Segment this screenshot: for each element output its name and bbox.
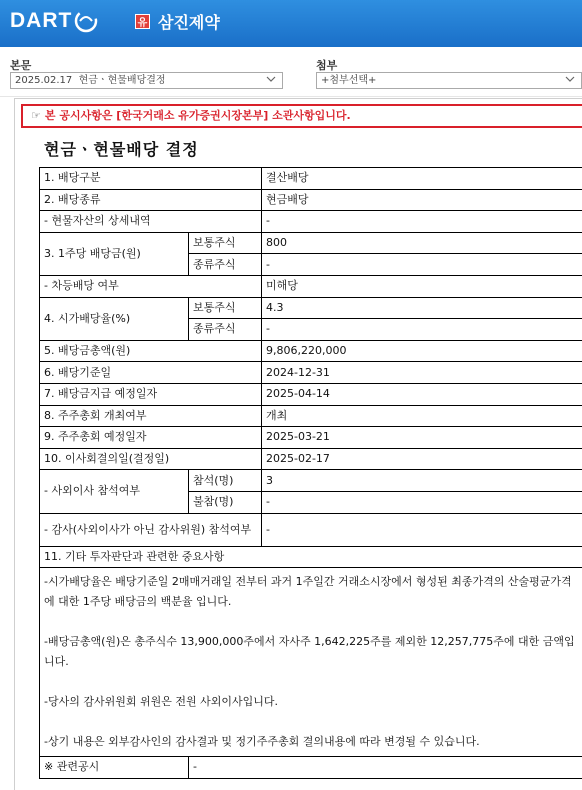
note-paragraph: -당사의 감사위원회 위원은 전원 사외이사입니다. <box>44 695 278 709</box>
row-value: - <box>189 757 582 779</box>
disclosure-table <box>39 167 582 779</box>
pointing-hand-icon: ☞ <box>31 109 41 122</box>
header-bar <box>0 0 582 47</box>
dart-swirl-icon <box>74 9 98 33</box>
table-row <box>40 189 582 211</box>
row-value: 2025-03-21 <box>262 427 582 449</box>
row-value: - <box>262 211 582 233</box>
row-label: 1. 배당구분 <box>40 168 262 190</box>
table-row <box>40 297 582 319</box>
jurisdiction-notice <box>21 104 582 128</box>
row-sublabel: 종류주식 <box>189 254 262 276</box>
notes-cell <box>40 568 582 757</box>
row-sublabel: 불참(명) <box>189 491 262 513</box>
attachment-select-value: +첨부선택+ <box>321 75 377 86</box>
row-label: - 사외이사 참석여부 <box>40 470 189 513</box>
row-label: 6. 배당기준일 <box>40 362 262 384</box>
row-value: 800 <box>262 232 582 254</box>
row-value: 3 <box>262 470 582 492</box>
row-label: 4. 시가배당율(%) <box>40 297 189 340</box>
table-row <box>40 275 582 297</box>
row-label: - 감사(사외이사가 아닌 감사위원) 참석여부 <box>40 513 262 546</box>
row-label: 3. 1주당 배당금(원) <box>40 232 189 275</box>
attachment-select[interactable] <box>316 72 582 89</box>
document-toolbar <box>0 47 582 97</box>
row-sublabel: 보통주식 <box>189 232 262 254</box>
disclosure-title: 현금ㆍ현물배당 결정 <box>44 140 199 159</box>
row-label: 5. 배당금총액(원) <box>40 340 262 362</box>
table-row <box>40 546 582 568</box>
main-doc-select-value: 2025.02.17 현금ㆍ현물배당결정 <box>15 75 166 86</box>
table-row <box>40 470 582 492</box>
table-row <box>40 383 582 405</box>
chevron-down-icon <box>565 74 575 84</box>
row-value: 4.3 <box>262 297 582 319</box>
row-value: 2024-12-31 <box>262 362 582 384</box>
row-value: 개최 <box>262 405 582 427</box>
row-sublabel: 종류주식 <box>189 319 262 341</box>
table-row <box>40 211 582 233</box>
attachment-label: 첨부 <box>316 59 338 72</box>
row-sublabel: 보통주식 <box>189 297 262 319</box>
table-row <box>40 448 582 470</box>
table-row <box>40 168 582 190</box>
notice-text: 본 공시사항은 [한국거래소 유가증권시장본부] 소관사항입니다. <box>44 109 351 122</box>
row-value: 2025-04-14 <box>262 383 582 405</box>
note-paragraph: -배당금총액(원)은 총주식수 13,900,000주에서 자사주 1,642,225주를 제외한 12,257,775주에 대한 금액입니다. <box>44 635 575 669</box>
main-doc-label: 본문 <box>10 59 32 72</box>
table-row <box>40 757 582 779</box>
row-value: - <box>262 254 582 276</box>
note-paragraph: -시가배당율은 배당기준일 2매매거래일 전부터 과거 1주일간 거래소시장에서 형성된 최종가격의 산술평균가격에 대한 1주당 배당금의 백분율 입니다. <box>44 575 572 609</box>
row-label: 2. 배당종류 <box>40 189 262 211</box>
table-row <box>40 513 582 546</box>
main-doc-select[interactable] <box>10 72 283 89</box>
market-badge: 유 <box>135 14 150 29</box>
table-row <box>40 405 582 427</box>
chevron-down-icon <box>266 74 276 84</box>
note-paragraph: -상기 내용은 외부감사인의 감사결과 및 정기주주총회 결의내용에 따라 변경될 수 있습니다. <box>44 735 480 749</box>
company-heading <box>135 10 220 33</box>
table-row <box>40 427 582 449</box>
document-viewer <box>14 98 582 790</box>
row-label: 11. 기타 투자판단과 관련한 중요사항 <box>40 546 582 568</box>
row-sublabel: 참석(명) <box>189 470 262 492</box>
row-label: - 현물자산의 상세내역 <box>40 211 262 233</box>
dart-logo-text: DART <box>10 9 73 32</box>
company-name: 삼진제약 <box>158 13 220 32</box>
row-label: 8. 주주총회 개최여부 <box>40 405 262 427</box>
table-row <box>40 340 582 362</box>
row-value: - <box>262 319 582 341</box>
row-label: - 차등배당 여부 <box>40 275 262 297</box>
row-value: 미해당 <box>262 275 582 297</box>
table-row <box>40 362 582 384</box>
row-value: 결산배당 <box>262 168 582 190</box>
row-value: 9,806,220,000 <box>262 340 582 362</box>
row-value: - <box>262 513 582 546</box>
table-row <box>40 232 582 254</box>
row-label: 10. 이사회결의일(결정일) <box>40 448 262 470</box>
row-value: 현금배당 <box>262 189 582 211</box>
dart-logo[interactable] <box>10 9 98 33</box>
row-label: 9. 주주총회 예정일자 <box>40 427 262 449</box>
row-label: 7. 배당금지급 예정일자 <box>40 383 262 405</box>
row-value: 2025-02-17 <box>262 448 582 470</box>
table-row <box>40 568 582 757</box>
row-label: ※ 관련공시 <box>40 757 189 779</box>
row-value: - <box>262 491 582 513</box>
